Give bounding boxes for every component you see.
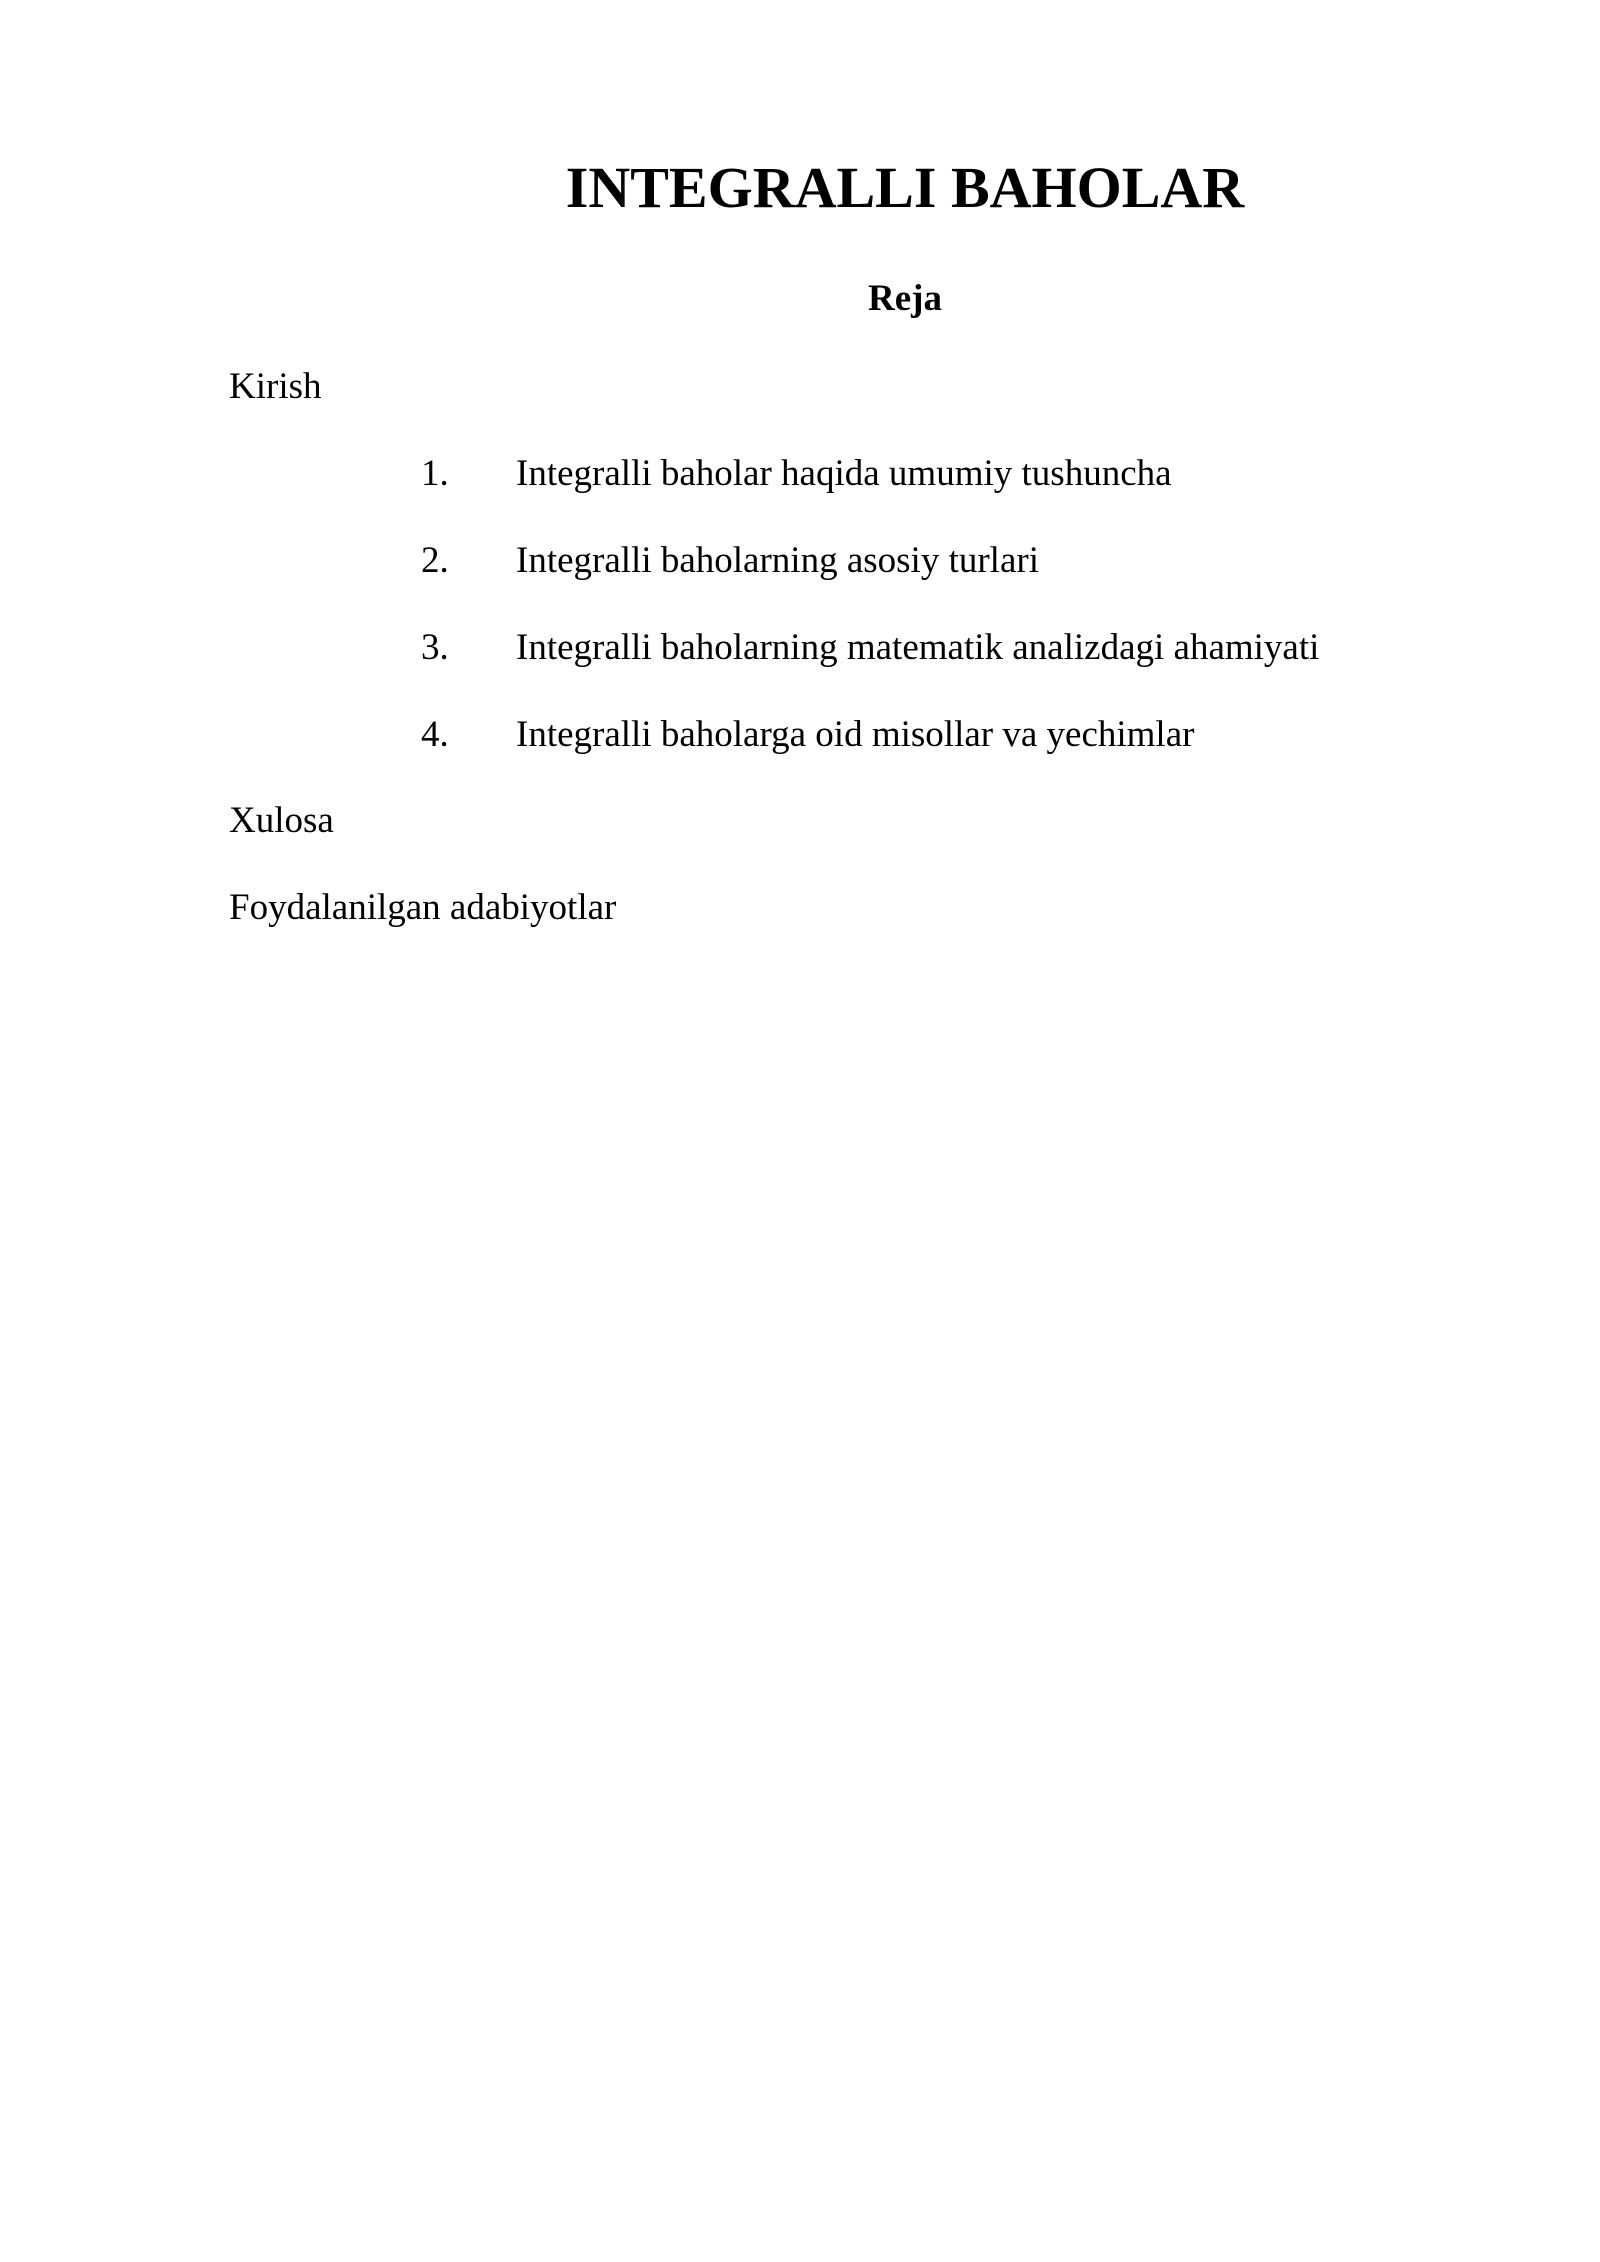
plan-item-number: 3. [421, 627, 449, 668]
conclusion-line: Xulosa [229, 800, 334, 841]
plan-item-number: 2. [421, 540, 449, 581]
plan-item-number: 1. [421, 453, 449, 494]
references-line: Foydalanilgan adabiyotlar [229, 887, 617, 928]
plan-item-number: 4. [421, 714, 449, 755]
plan-list-item [0, 450, 1600, 498]
intro-line: Kirish [229, 366, 322, 407]
document-title: INTEGRALLI BAHOLAR [565, 155, 1245, 220]
plan-heading: Reja [868, 278, 942, 319]
plan-item-text: Integralli baholarning asosiy turlari [516, 540, 1039, 581]
plan-list-item [0, 537, 1600, 585]
plan-item-text: Integralli baholarga oid misollar va yechimlar [516, 714, 1195, 755]
plan-item-text: Integralli baholarning matematik analizdagi ahamiyati [516, 627, 1320, 668]
plan-item-text: Integralli baholar haqida umumiy tushuncha [516, 453, 1172, 494]
plan-list-item [0, 624, 1600, 672]
plan-list-item [0, 711, 1600, 759]
